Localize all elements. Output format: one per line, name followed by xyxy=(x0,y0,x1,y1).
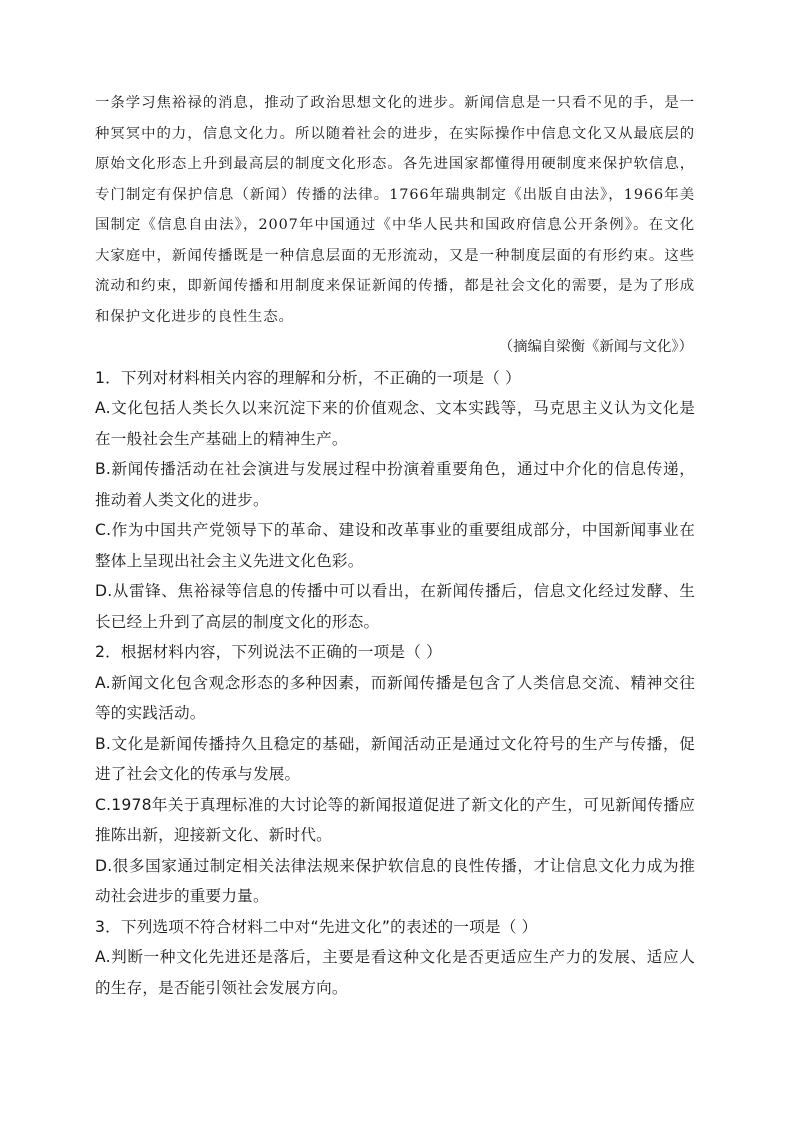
question-stem: 2．根据材料内容，下列说法不正确的一项是（ ） xyxy=(95,643,442,661)
option-d: D.很多国家通过制定相关法律法规来保护软信息的良性传播，才让信息文化力成为推动社会进步的重要力量。 xyxy=(95,856,695,905)
option-a: A.文化包括人类长久以来沉淀下来的价值观念、文本实践等，马克思主义认为文化是在一般社会生产基础上的精神生产。 xyxy=(95,399,695,448)
document-page xyxy=(95,88,695,1003)
question-2 xyxy=(95,637,695,912)
question-stem: 1．下列对材料相关内容的理解和分析，不正确的一项是（ ） xyxy=(95,368,521,387)
passage-source: （摘编自梁衡《新闻与文化》） xyxy=(498,339,693,355)
question-stem: 3．下列选项不符合材料二中对“先进文化”的表述的一项是（ ） xyxy=(95,917,538,936)
option-a: A.新闻文化包含观念形态的多种因素，而新闻传播是包含了人类信息交流、精神交往等的实践活动。 xyxy=(95,673,695,722)
option-b: B.新闻传播活动在社会演进与发展过程中扮演着重要角色，通过中介化的信息传递，推动着人类文化的进步。 xyxy=(95,460,695,509)
option-c: C.1978年关于真理标准的大讨论等的新闻报道促进了新文化的产生，可见新闻传播应推陈出新，迎接新文化、新时代。 xyxy=(95,795,695,844)
question-3 xyxy=(95,912,695,1004)
option-a: A.判断一种文化先进还是落后，主要是看这种文化是否更适应生产力的发展、适应人的生存，是否能引领社会发展方向。 xyxy=(95,948,695,997)
question-1 xyxy=(95,363,695,638)
option-b: B.文化是新闻传播持久且稳定的基础，新闻活动正是通过文化符号的生产与传播，促进了社会文化的传承与发展。 xyxy=(95,734,695,783)
passage-text: 一条学习焦裕禄的消息，推动了政治思想文化的进步。新闻信息是一只看不见的手，是一种冥冥中的力，信息文化力。所以随着社会的进步，在实际操作中信息文化又从最底层的原始文化形态上升到最高层的制度文化形态。各先进国家都懂得用硬制度来保护软信息，专门制定有保护信息（新闻）传播的法律。1766年瑞典制定《出版自由法》，1966年美国制定《信息自由法》，2007年中国通过《中华人民共和国政府信息公开条例》。在文化大家庭中，新闻传播既是一种信息层面的无形流动，又是一种制度层面的有形约束。这些流动和约束，即新闻传播和用制度来保证新闻的传播，都是社会文化的需要，是为了形成和保护文化进步的良性生态。 xyxy=(95,95,695,325)
option-d: D.从雷锋、焦裕禄等信息的传播中可以看出，在新闻传播后，信息文化经过发酵、生长已经上升到了高层的制度文化的形态。 xyxy=(95,582,695,631)
option-c: C.作为中国共产党领导下的革命、建设和改革事业的重要组成部分，中国新闻事业在整体上呈现出社会主义先进文化色彩。 xyxy=(95,521,695,570)
